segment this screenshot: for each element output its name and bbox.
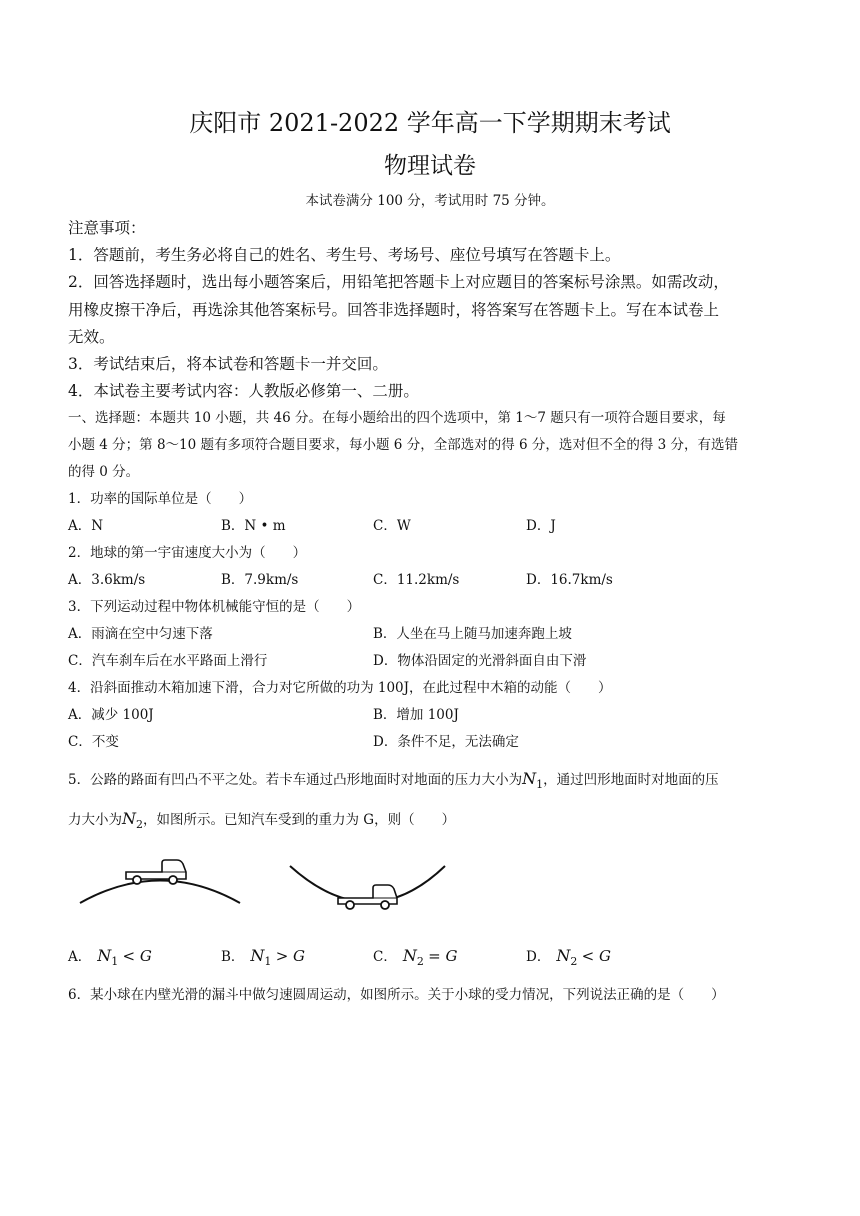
question-4-option-c: C．不变 — [68, 734, 119, 750]
symbol-n1: $N_1$ — [522, 769, 544, 792]
exam-info: 本试卷满分 100 分，考试用时 75 分钟。 — [305, 193, 555, 209]
question-1-stem: 1．功率的国际单位是（ ） — [68, 491, 253, 507]
question-3-option-a: A．雨滴在空中匀速下落 — [68, 626, 213, 642]
question-2-option-c: C．11.2km/s — [373, 572, 460, 588]
question-5-option-d: D． $N_2 < G$ — [526, 946, 611, 969]
subject-title: 物理试卷 — [384, 153, 476, 179]
question-5-option-b: B． $N_1 > G$ — [221, 946, 306, 969]
question-4-option-b: B．增加 100J — [373, 707, 459, 723]
question-2-option-b: B．7.9km/s — [221, 572, 299, 588]
note-line: 1．答题前，考生务必将自己的姓名、考生号、考场号、座位号填写在答题卡上。 — [68, 246, 621, 264]
question-6-stem: 6．某小球在内壁光滑的漏斗中做匀速圆周运动，如图所示。关于小球的受力情况，下列说法正确的是（ ） — [68, 987, 725, 1003]
note-line: 4．本试卷主要考试内容：人教版必修第一、二册。 — [68, 382, 419, 400]
exam-title: 庆阳市 2021-2022 学年高一下学期期末考试 — [189, 109, 671, 137]
notes-heading: 注意事项： — [68, 219, 146, 237]
question-3-option-c: C．汽车刹车后在水平路面上滑行 — [68, 653, 268, 669]
question-1-option-d: D．J — [526, 518, 556, 534]
question-5-option-a: A． $N_1 < G$ — [68, 946, 152, 969]
question-1-option-a: A．N — [68, 518, 104, 534]
question-3-stem: 3．下列运动过程中物体机械能守恒的是（ ） — [68, 599, 361, 615]
question-5-option-c: C． $N_2 = G$ — [373, 946, 458, 969]
question-2-option-d: D．16.7km/s — [526, 572, 613, 588]
question-3-option-d: D．物体沿固定的光滑斜面自由下滑 — [373, 653, 587, 669]
question-2-option-a: A．3.6km/s — [68, 572, 146, 588]
truck-on-concave-road — [338, 885, 397, 909]
section-instructions: 的得 0 分。 — [68, 464, 140, 480]
question-1-option-c: C．W — [373, 518, 411, 534]
question-1-option-b: B．N • m — [221, 518, 286, 534]
note-line: 2．回答选择题时，选出每小题答案后，用铅笔把答题卡上对应题目的答案标号涂黑。如需改动， — [68, 273, 729, 291]
question-4-stem: 4．沿斜面推动木箱加速下滑，合力对它所做的功为 100J，在此过程中木箱的动能（ ） — [68, 680, 612, 696]
question-5-stem-line-2 — [68, 808, 455, 831]
convex-road — [80, 881, 240, 904]
concave-road — [290, 866, 445, 902]
question-5-text: 5．公路的路面有凹凸不平之处。若卡车通过凸形地面时对地面的压力大小为 — [68, 772, 523, 788]
question-5-stem-line-1 — [68, 768, 719, 791]
question-5-text: 力大小为 — [68, 812, 122, 828]
note-line: 无效。 — [68, 328, 115, 346]
question-3-option-b: B．人坐在马上随马加速奔跑上坡 — [373, 626, 572, 642]
symbol-n2: $N_2$ — [122, 809, 143, 832]
question-5-figure — [70, 850, 460, 920]
question-5-text: ，如图所示。已知汽车受到的重力为 G，则（ ） — [143, 812, 456, 828]
question-4-option-a: A．减少 100J — [68, 707, 154, 723]
note-line: 用橡皮擦干净后，再选涂其他答案标号。回答非选择题时，将答案写在答题卡上。写在本试卷上 — [68, 301, 720, 319]
question-2-stem: 2．地球的第一宇宙速度大小为（ ） — [68, 545, 307, 561]
question-4-option-d: D．条件不足，无法确定 — [373, 734, 519, 750]
section-instructions: 一、选择题：本题共 10 小题，共 46 分。在每小题给出的四个选项中，第 1～7 题只有一项符合题目要求，每 — [68, 410, 726, 426]
section-instructions: 小题 4 分；第 8～10 题有多项符合题目要求，每小题 6 分，全部选对的得 6 分，选对但不全的得 3 分，有选错 — [68, 437, 739, 453]
question-5-text: ，通过凹形地面时对地面的压 — [543, 772, 719, 788]
note-line: 3．考试结束后，将本试卷和答题卡一并交回。 — [68, 355, 388, 373]
